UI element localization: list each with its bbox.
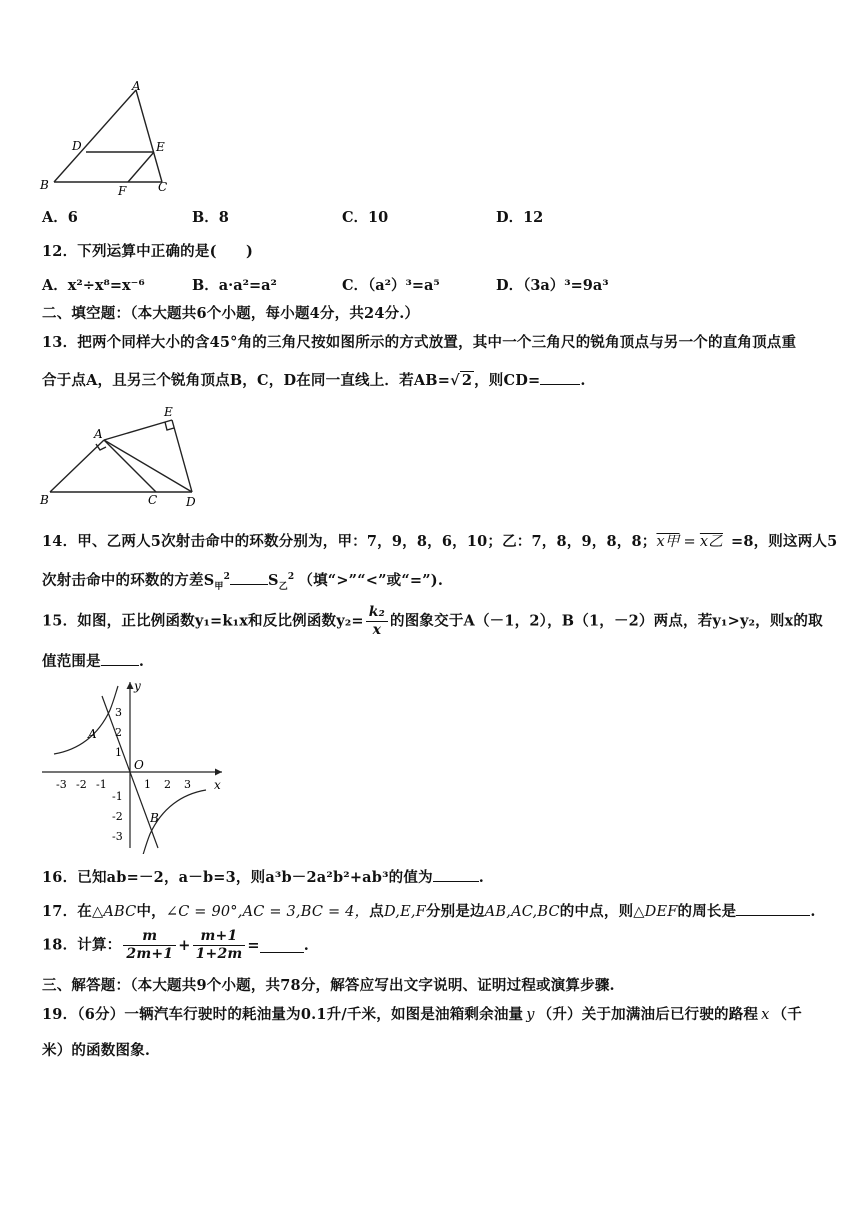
y-tick: -3 xyxy=(112,830,123,843)
point-a-label: A xyxy=(88,727,97,741)
xbar-yi: x乙 xyxy=(699,534,723,550)
q14-line-1: 14．甲、乙两人5次射击命中的环数分别为，甲：7，9，8，6，10；乙：7，8，9，8，8；x甲 = x乙 =8，则这两人5 xyxy=(42,533,838,550)
q12-option-c: C．（a²）³=a⁵ xyxy=(342,277,440,294)
fraction-1: $\frac{m}{2m+1}$ xyxy=(123,928,176,963)
label-e: E xyxy=(156,140,165,154)
label-a: A xyxy=(94,427,103,441)
q12-option-b: B．a·a²=a² xyxy=(192,277,277,294)
y-tick: 2 xyxy=(115,726,122,739)
q13-line-1: 13．把两个同样大小的含45°角的三角尺按如图所示的方式放置，其中一个三角尺的锐角顶点与另一个的直角顶点重 xyxy=(42,334,797,351)
q17-answer-blank[interactable] xyxy=(736,901,810,916)
label-c: C xyxy=(158,180,168,194)
q15-line-2: 值范围是 . xyxy=(42,653,145,670)
sqrt-expression: √ 2 xyxy=(450,372,473,389)
xbar-jia: x甲 xyxy=(656,534,680,550)
y-tick: 3 xyxy=(115,706,122,719)
q17-condition: ∠C = 90°,AC = 3,BC = 4， xyxy=(165,904,370,920)
x-tick: -2 xyxy=(76,778,87,791)
q15-function-graph xyxy=(38,676,228,854)
section-3-heading: 三、解答题：（本大题共9个小题，共78分，解答应写出文字说明、证明过程或演算步骤. xyxy=(42,977,615,994)
q11-option-d: D．12 xyxy=(496,209,544,226)
q17-line: 17．在△ABC中，∠C = 90°,AC = 3,BC = 4，点D,E,F分别是边AB,AC,BC的中点，则△DEF的周长是 . xyxy=(42,903,816,920)
label-c: C xyxy=(148,493,158,507)
q14-answer-blank[interactable] xyxy=(230,570,268,585)
q19-line-1: 19．（6分）一辆汽车行驶时的耗油量为0.1升/千米，如图是油箱剩余油量 y （升）关于加满油后已行驶的路程 x （千 xyxy=(42,1006,802,1023)
q12-stem: 12．下列运算中正确的是( ) xyxy=(42,243,254,260)
x-tick: -3 xyxy=(56,778,67,791)
section-2-heading: 二、填空题：（本大题共6个小题，每小题4分，共24分.） xyxy=(42,305,420,322)
k2-over-x-fraction: $\frac{\text{k₂}}{x}$ xyxy=(366,604,388,639)
q13-line-2: 合于点A，且另三个锐角顶点B，C，D在同一直线上．若AB=√ 2 ，则CD= . xyxy=(42,372,586,389)
origin-label: O xyxy=(134,758,144,772)
x-tick: 3 xyxy=(184,778,191,791)
label-d: D xyxy=(72,139,82,153)
label-b: B xyxy=(40,493,49,507)
fraction-2: $\frac{m+1}{1+2m}$ xyxy=(193,928,246,963)
q14-line-2: 次射击命中的环数的方差$S_甲^2$ $S_乙^2$ （填“>”“<”或“=”). xyxy=(42,572,444,592)
label-d: D xyxy=(186,495,196,509)
q12-option-d: D．（3a）³=9a³ xyxy=(496,277,609,294)
label-b: B xyxy=(40,178,49,192)
x-tick: -1 xyxy=(96,778,107,791)
label-f: F xyxy=(118,184,127,198)
label-a: A xyxy=(132,79,141,93)
y-tick: 1 xyxy=(115,746,122,759)
x-tick: 2 xyxy=(164,778,171,791)
q15-line-1: 15．如图，正比例函数y₁=k₁x和反比例函数y₂= $\frac{\text{k₂}}{x}$ 的图象交于A（－1，2），B（1，－2）两点，若y₁>y₂，则x的取 xyxy=(42,604,823,638)
y-tick: -1 xyxy=(112,790,123,803)
y-tick: -2 xyxy=(112,810,123,823)
q13-line-2-part-b: ，则CD= xyxy=(474,372,541,389)
point-b-label: B xyxy=(150,811,159,825)
q18-line: 18．计算： $\frac{m}{2m+1}$ + $\frac{m+1}{1+2m}$ = . xyxy=(42,928,310,962)
q15-answer-blank[interactable] xyxy=(101,651,139,666)
x-axis-label: x xyxy=(214,778,221,792)
x-tick: 1 xyxy=(144,778,151,791)
q11-option-a: A．6 xyxy=(42,209,78,226)
q16-answer-blank[interactable] xyxy=(433,867,479,882)
q11-triangle-figure xyxy=(36,78,176,200)
y-axis-label: y xyxy=(134,679,141,693)
q19-line-2: 米）的函数图象. xyxy=(42,1042,151,1059)
q11-option-c: C．10 xyxy=(342,209,389,226)
q16-line: 16．已知ab=－2，a－b=3，则a³b－2a²b²+ab³的值为 . xyxy=(42,869,485,886)
q11-option-b: B．8 xyxy=(192,209,229,226)
q13-answer-blank[interactable] xyxy=(540,370,580,385)
q12-option-a: A．x²÷x⁸=x⁻⁶ xyxy=(42,277,145,294)
q13-triangle-figure xyxy=(36,400,206,512)
q18-answer-blank[interactable] xyxy=(260,938,304,953)
q13-line-2-part-a: 合于点A，且另三个锐角顶点B，C，D在同一直线上．若AB= xyxy=(42,372,451,389)
label-e: E xyxy=(164,405,173,419)
